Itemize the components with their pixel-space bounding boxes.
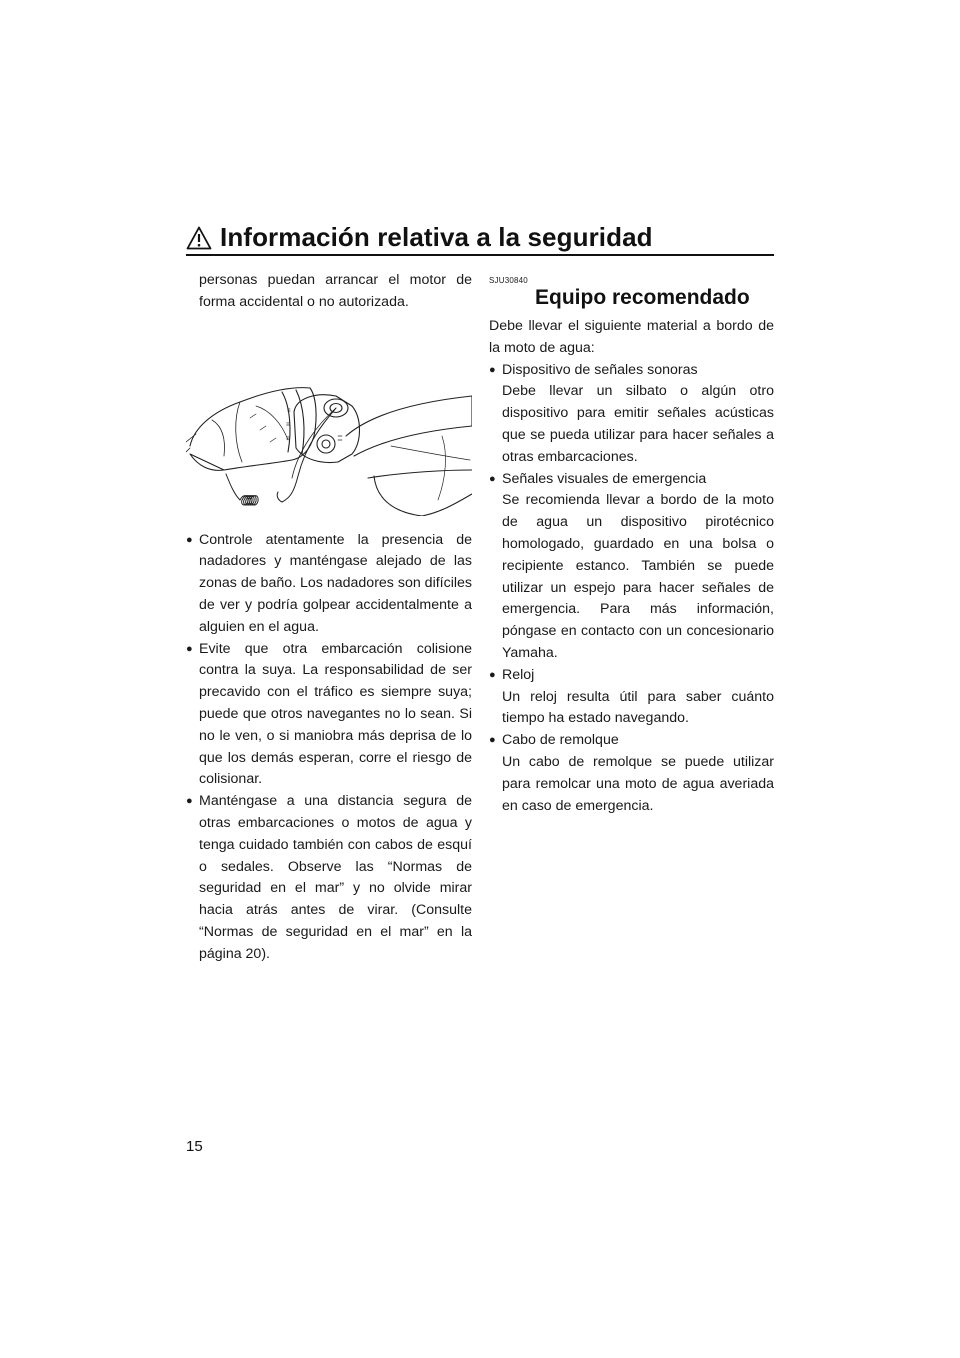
bullet-icon: ● — [186, 642, 193, 655]
bullet-icon: ● — [186, 795, 193, 808]
list-item: ● Evite que otra embarcación colisione contra la suya. La responsabilidad de ser precavido con el tráfico es siempre suya; puede que otros navegantes no lo sean. Si no le ven, o si maniobra más deprisa de lo que los demás esperan, corre el riesgo de colisionar. — [186, 640, 472, 788]
svg-text:≡: ≡ — [287, 407, 291, 414]
header-rule — [186, 254, 774, 256]
left-column — [186, 270, 472, 966]
section-title: Equipo recomendado — [535, 286, 750, 309]
page-header — [186, 222, 774, 258]
bullet-icon: ● — [186, 533, 193, 546]
intro-paragraph: personas puedan arrancar el motor de forma accidental o no autorizada. — [199, 272, 472, 310]
list-item-label: ● Señales visuales de emergencia — [489, 469, 774, 491]
left-bullet-list — [186, 530, 472, 966]
list-item-label: ● Cabo de remolque — [489, 730, 774, 752]
lanyard-illustration — [186, 326, 472, 516]
page-number: 15 — [186, 1138, 203, 1155]
bullet-icon: ● — [489, 472, 496, 485]
section-code: SJU30840 — [489, 276, 528, 285]
equipment-list — [489, 360, 774, 818]
list-item-label: ● Dispositivo de señales sonoras — [489, 360, 774, 382]
list-item-text: Debe llevar un silbato o algún otro dispositivo para emitir señales acústicas que se pueda utilizar para hacer señales a otras embarcaciones. — [502, 383, 774, 465]
section-intro: Debe llevar el siguiente material a bordo de la moto de agua: — [489, 318, 774, 356]
svg-text:≡: ≡ — [286, 435, 290, 442]
list-item-text: Se recomienda llevar a bordo de la moto de agua un dispositivo pirotécnico homologado, guardado en una bolsa o recipiente estanco. También se puede utilizar un espejo para hacer señales de emergencia. Para más información, póngase en contacto con un concesionario Yamaha. — [502, 492, 774, 661]
list-item-text: Un reloj resulta útil para saber cuánto tiempo ha estado navegando. — [502, 688, 774, 727]
right-column — [489, 270, 774, 817]
bullet-icon: ● — [489, 734, 496, 747]
bullet-icon: ● — [489, 668, 496, 681]
list-item: ● Manténgase a una distancia segura de otras embarcaciones o motos de agua y tenga cuidado también con cabos de esquí o sedales. Observe las “Normas de seguridad en el mar” y no olvide mirar hacia atrás antes de virar. (Consulte “Normas de seguridad en el mar” en la página 20). — [186, 793, 472, 962]
warning-triangle-icon — [186, 226, 212, 250]
page-title: Información relativa a la seguridad — [220, 222, 653, 252]
list-item-label: ● Reloj — [489, 665, 774, 687]
list-item: ● Controle atentamente la presencia de nadadores y manténgase alejado de las zonas de baño. Los nadadores son difíciles de ver y podría golpear accidentalmente a alguien en el agua. — [186, 531, 472, 635]
bullet-icon: ● — [489, 363, 496, 376]
list-item-text: Un cabo de remolque se puede utilizar para remolcar una moto de agua averiada en caso de emergencia. — [502, 753, 774, 814]
svg-text:≡: ≡ — [286, 421, 290, 428]
lanyard-drawing — [186, 326, 472, 516]
